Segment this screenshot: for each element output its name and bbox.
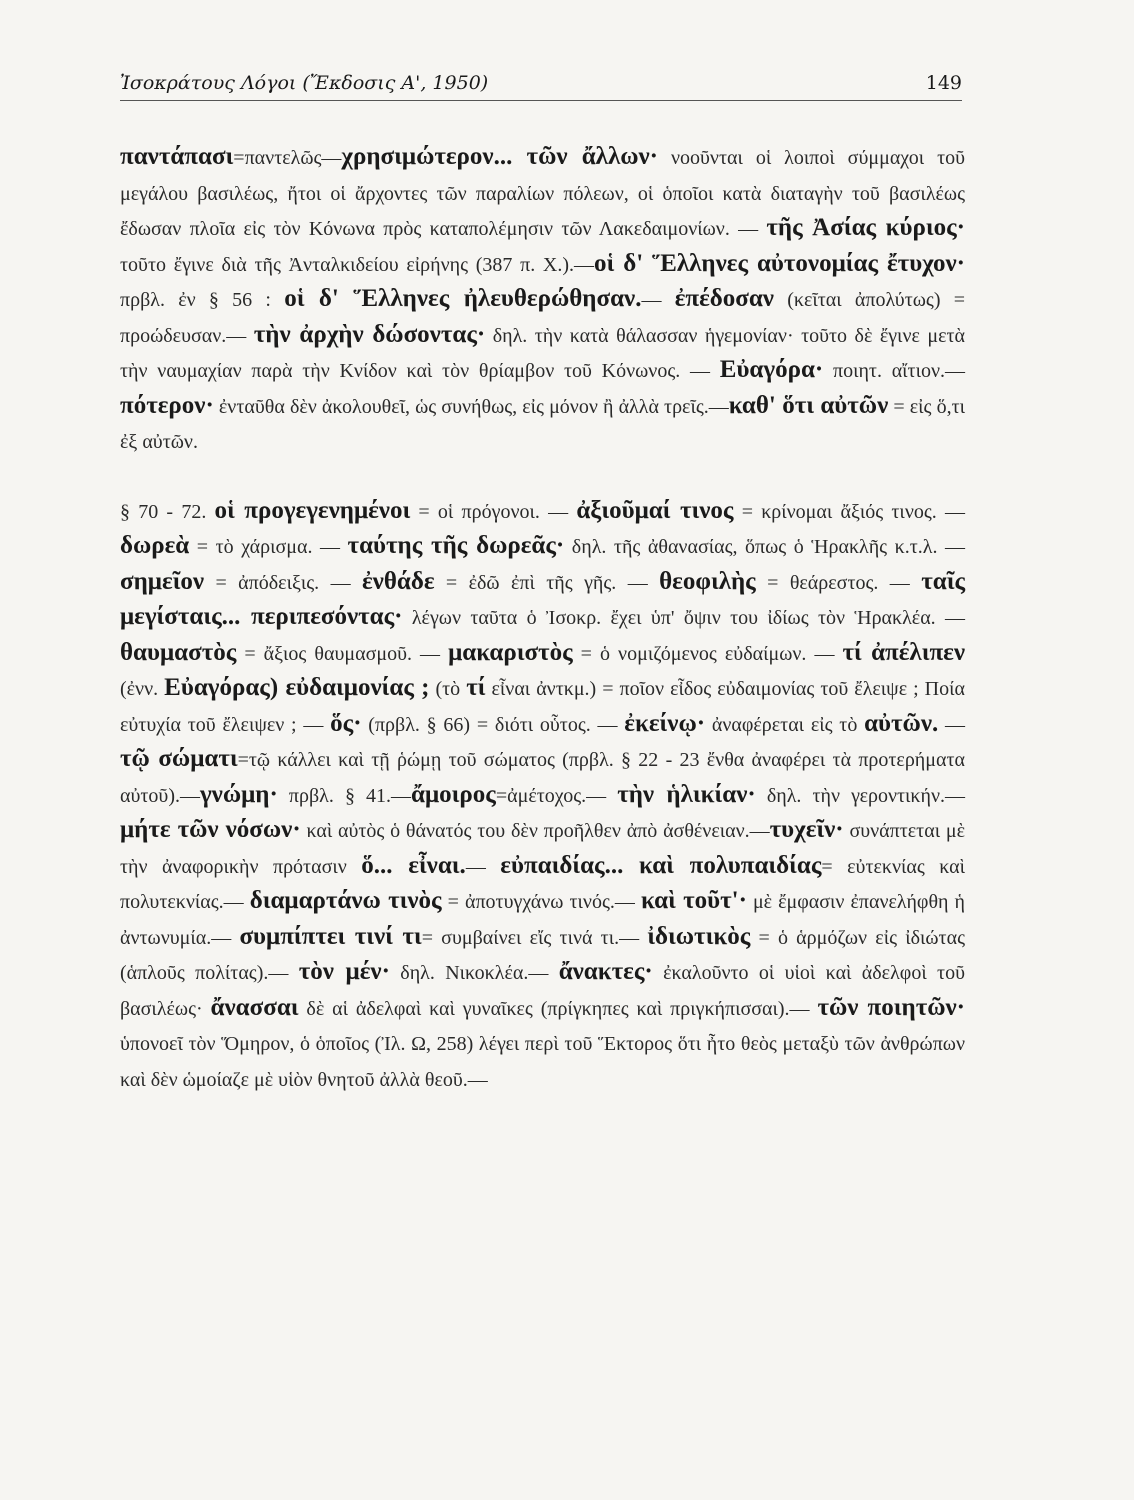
lemma-term: τὸν μέν· (298, 958, 390, 985)
gloss-text: = συμβαίνει εἴς τινά τι.— (421, 926, 648, 949)
gloss-text: = θεάρεστος. — (755, 571, 922, 594)
gloss-text: — (465, 855, 501, 878)
lemma-term: διαμαρτάνω τινὸς (249, 887, 442, 914)
gloss-text: = ἄξιος θαυμασμοῦ. — (236, 642, 449, 665)
gloss-text: δηλ. τὴν γεροντικήν.— (755, 784, 966, 807)
lemma-term: Εὐαγόρας) εὐδαιμονίας ; (164, 674, 430, 701)
gloss-text: =τῷ κάλλει καὶ τῇ ῥώμῃ τοῦ σώματος (πρβλ. § 22 - 23 ἔνθα ἀναφέρει τὰ προτερήματα αὐτοῦ).— (120, 749, 965, 807)
lemma-term: πότερον· (120, 391, 214, 419)
gloss-text: = ἀπόδειξις. — (204, 571, 362, 594)
lemma-term: οἱ δ' Ἕλληνες αὐτονομίας ἔτυχον· (594, 249, 965, 277)
lemma-term: οἱ δ' Ἕλληνες ἠλευθερώθησαν. (284, 285, 642, 312)
lemma-term: παντάπασι (120, 143, 234, 170)
gloss-text: — (938, 713, 966, 736)
gloss-text: τοῦτο ἔγινε διὰ τῆς Ἀνταλκιδείου εἰρήνης (387 π. Χ.).— (120, 253, 595, 276)
gloss-text: δὲ αἱ ἀδελφαὶ καὶ γυναῖκες (πρίγκηπες καὶ πριγκήπισσαι).— (298, 997, 818, 1020)
gloss-text: νοοῦνται οἱ λοιποὶ σύμμαχοι τοῦ μεγάλου βασιλέως, ἤτοι οἱ ἄρχοντες τῶν παραλίων πόλεων, οἱ ὁποῖοι κατὰ διαταγὴν τοῦ βασιλέως ἔδωσαν πλοῖα εἰς τὸν Κόνωνα πρὸς καταπολέμησιν τῶν Λακεδαιμονίων. — (120, 147, 966, 240)
lemma-term: τί (466, 674, 486, 701)
lemma-term: τῆς Ἀσίας κύριος· (766, 214, 965, 241)
lemma-term: ἰδιωτικὸς (647, 922, 751, 950)
lemma-term: θεοφιλὴς (659, 567, 756, 595)
lemma-term: τῶν ποιητῶν· (817, 993, 966, 1021)
lemma-term: σημεῖον (120, 567, 205, 595)
lemma-term: τὴν ἀρχὴν δώσοντας· (253, 320, 486, 348)
lemma-term: Εὐαγόρα· (719, 356, 824, 383)
gloss-text: καὶ αὐτὸς ὁ θάνατός του δὲν προῆλθεν ἀπὸ ἀσθένειαν.— (300, 820, 770, 842)
gloss-text: εἶναι ἀντκμ.) = ποῖον εἶδος εὐδαιμονίας τοῦ ἔλειψε ; Ποία εὐτυχία τοῦ ἔλειψεν ; — (120, 678, 965, 736)
lemma-term: μήτε τῶν νόσων· (120, 816, 301, 843)
lemma-term: μακαριστὸς (448, 638, 573, 666)
lemma-term: γνώμη· (199, 780, 278, 808)
gloss-text: λέγων ταῦτα ὁ Ἰσοκρ. ἔχει ὑπ' ὄψιν του ἰδίως τὸν Ἡρακλέα. — (402, 607, 966, 629)
lemma-term: συμπίπτει τινί τι (239, 922, 422, 950)
gloss-text: πρβλ. § 41.— (277, 784, 412, 807)
gloss-text: = κρίνομαι ἄξιός τινος. — (733, 500, 965, 523)
lemma-term: ὅ... εἶναι. (361, 851, 466, 879)
gloss-text: δηλ. τῆς ἀθανασίας, ὅπως ὁ Ἡρακλῆς κ.τ.λ. — (564, 536, 965, 558)
gloss-text: ἀναφέρεται εἰς τὸ (705, 713, 865, 736)
lemma-term: ἐκείνῳ· (624, 709, 706, 737)
gloss-text: = ἐδῶ ἐπὶ τῆς γῆς. — (434, 571, 660, 594)
gloss-text: ἐκαλοῦντο οἱ υἱοὶ καὶ ἀδελφοὶ τοῦ βασιλέως· (120, 962, 965, 1020)
gloss-text: (κεῖται ἀπολύτως) = προώδευσαν.— (120, 289, 966, 347)
lemma-term: δωρεὰ (120, 532, 190, 559)
lemma-term: ταῖς μεγίσταις... περιπεσόντας· (120, 567, 965, 630)
gloss-text: μὲ ἔμφασιν ἐπανελήφθη ἡ ἀντωνυμία.— (120, 891, 965, 949)
gloss-text: πρβλ. ἐν § 56 : (120, 289, 285, 311)
gloss-text: = ὁ ἁρμόζων εἰς ἰδιώτας (ἁπλοῦς πολίτας).— (120, 926, 965, 984)
gloss-text: § 70 - 72. (120, 500, 215, 523)
page-number: 149 (925, 72, 962, 94)
gloss-text: =ἀμέτοχος.— (495, 784, 618, 807)
lemma-term: καὶ τοῦτ'· (640, 887, 747, 914)
commentary-paragraph-1 (120, 140, 965, 460)
gloss-text: = ἀποτυγχάνω τινός.— (441, 891, 641, 913)
gloss-text: = εἰς ὅ,τι ἐξ αὐτῶν. (120, 395, 965, 453)
gloss-text: συνάπτεται μὲ τὴν ἀναφορικὴν πρότασιν (120, 820, 965, 878)
gloss-text: (πρβλ. § 66) = διότι οὗτος. — (361, 713, 625, 736)
gloss-text: =παντελῶς— (233, 147, 342, 169)
header-title: Ἰσοκράτους Λόγοι (Ἔκδοσις Α', 1950) (120, 72, 489, 94)
lemma-term: εὐπαιδίας... καὶ πολυπαιδίας (500, 851, 822, 879)
gloss-text: δηλ. τὴν κατὰ θάλασσαν ἡγεμονίαν· τοῦτο δὲ ἔγινε μετὰ τὴν ναυμαχίαν παρὰ τὴν Κνίδον καὶ τὸν θρίαμβον τοῦ Κόνωνος. — (120, 324, 965, 382)
gloss-text: = οἱ πρόγονοι. — (410, 500, 577, 523)
lemma-term: τί ἀπέλιπεν (842, 638, 965, 666)
gloss-text: δηλ. Νικοκλέα.— (389, 962, 559, 984)
gloss-text: = τὸ χάρισμα. — (189, 536, 348, 558)
lemma-term: αὐτῶν. (864, 709, 939, 737)
gloss-text: (ἐνν. (120, 678, 165, 700)
lemma-term: τυχεῖν· (769, 816, 844, 843)
lemma-term: καθ' ὅτι αὐτῶν (728, 391, 889, 419)
lemma-term: ἐπέδοσαν (674, 285, 774, 312)
lemma-term: οἱ προγεγενημένοι (214, 496, 411, 524)
commentary-text (120, 140, 965, 1097)
gloss-text: ἐνταῦθα δὲν ἀκολουθεῖ, ὡς συνήθως, εἰς μόνον ἢ ἀλλὰ τρεῖς.— (213, 395, 729, 418)
running-header (120, 72, 962, 101)
lemma-term: ἄνασσαι (210, 993, 299, 1021)
gloss-text: (τὸ (429, 678, 467, 700)
lemma-term: τὴν ἡλικίαν· (617, 780, 756, 808)
lemma-term: ἄμοιρος (411, 780, 496, 808)
lemma-term: ταύτης τῆς δωρεᾶς· (347, 532, 565, 559)
lemma-term: χρησιμώτερον... τῶν ἄλλων· (341, 143, 659, 170)
gloss-text: ποιητ. αἴτιον.— (823, 360, 966, 382)
gloss-text: ὑπονοεῖ τὸν Ὅμηρον, ὁ ὁποῖος (Ἰλ. Ω, 258) λέγει περὶ τοῦ Ἕκτορος ὅτι ἦτο θεὸς μεταξὺ τῶν ἀνθρώπων καὶ δὲν ὡμοίαζε μὲ υἱὸν θνητοῦ ἀλλὰ θεοῦ.— (120, 1033, 965, 1091)
lemma-term: τῷ σώματι (120, 745, 238, 772)
gloss-text: = εὐτεκνίας καὶ πολυτεκνίας.— (120, 855, 966, 913)
lemma-term: ὅς· (330, 709, 362, 737)
lemma-term: θαυμαστὸς (120, 638, 237, 666)
lemma-term: ἄνακτες· (558, 958, 653, 985)
commentary-paragraph-2 (120, 494, 965, 1098)
gloss-text: — (641, 289, 675, 311)
lemma-term: ἐνθάδε (361, 567, 435, 595)
lemma-term: ἀξιοῦμαί τινος (576, 496, 734, 524)
gloss-text: = ὁ νομιζόμενος εὐδαίμων. — (572, 642, 843, 665)
